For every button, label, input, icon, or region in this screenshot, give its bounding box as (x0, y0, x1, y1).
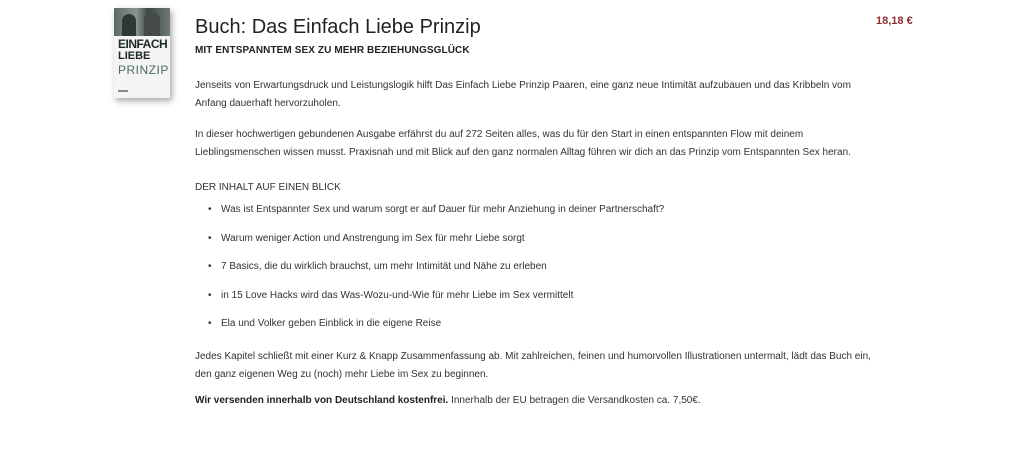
list-item: • Was ist Entspannter Sex und warum sorgt er auf Dauer für mehr Anziehung in deiner Partnerschaft? (212, 203, 872, 232)
product-subtitle: MIT ENTSPANNTEM SEX ZU MEHR BEZIEHUNGSGLÜCK (195, 45, 470, 56)
shipping-eu-note: Innerhalb der EU betragen die Versandkosten ca. 7,50€. (448, 395, 701, 406)
shipping-info (195, 392, 875, 410)
contents-heading: DER INHALT AUF EINEN BLICK (195, 182, 341, 193)
cover-title-line2: LIEBE (118, 50, 151, 62)
shipping-free-note: Wir versenden innerhalb von Deutschland kostenfrei. (195, 395, 449, 406)
list-item: • in 15 Love Hacks wird das Was-Wozu-und-Wie für mehr Liebe im Sex vermittelt (212, 289, 872, 318)
cover-person-right (144, 12, 160, 36)
cover-title-line3: PRINZIP (118, 63, 169, 77)
description-paragraph-2: In dieser hochwertigen gebundenen Ausgabe erfährst du auf 272 Seiten alles, was du für den Start in einen entspannten Flow mit deinem Lieblingsmenschen wissen musst. Praxisnah und mit Blick auf den ganz normalen Alltag führen wir dich an das Prinzip vom Entspannten Sex heran. (195, 129, 851, 158)
description-paragraph-1: Jenseits von Erwartungsdruck und Leistungslogik hilft Das Einfach Liebe Prinzip Paaren, eine ganz neue Intimität aufzubauen und das Kribbeln vom Anfang dauerhaft hervorzuholen. (195, 80, 851, 109)
cover-publisher-mark (118, 90, 128, 92)
product-price: 18,18 € (876, 15, 913, 27)
description-paragraph-3: Jedes Kapitel schließt mit einer Kurz & Knapp Zusammenfassung ab. Mit zahlreichen, feinen und humorvollen Illustrationen untermalt, lädt das Buch ein, den ganz eigenen Weg zu (noch) mehr Liebe im Sex zu beginnen. (195, 351, 871, 380)
list-item: • 7 Basics, die du wirklich brauchst, um mehr Intimität und Nähe zu erleben (212, 260, 872, 289)
product-title: Buch: Das Einfach Liebe Prinzip (195, 16, 481, 38)
cover-title-line1: EINFACH (118, 37, 168, 51)
contents-list (212, 203, 872, 346)
book-cover-image[interactable] (114, 8, 170, 98)
cover-person-left (122, 14, 136, 36)
list-item: • Ela und Volker geben Einblick in die eigene Reise (212, 317, 872, 346)
list-item: • Warum weniger Action und Anstrengung im Sex für mehr Liebe sorgt (212, 232, 872, 261)
